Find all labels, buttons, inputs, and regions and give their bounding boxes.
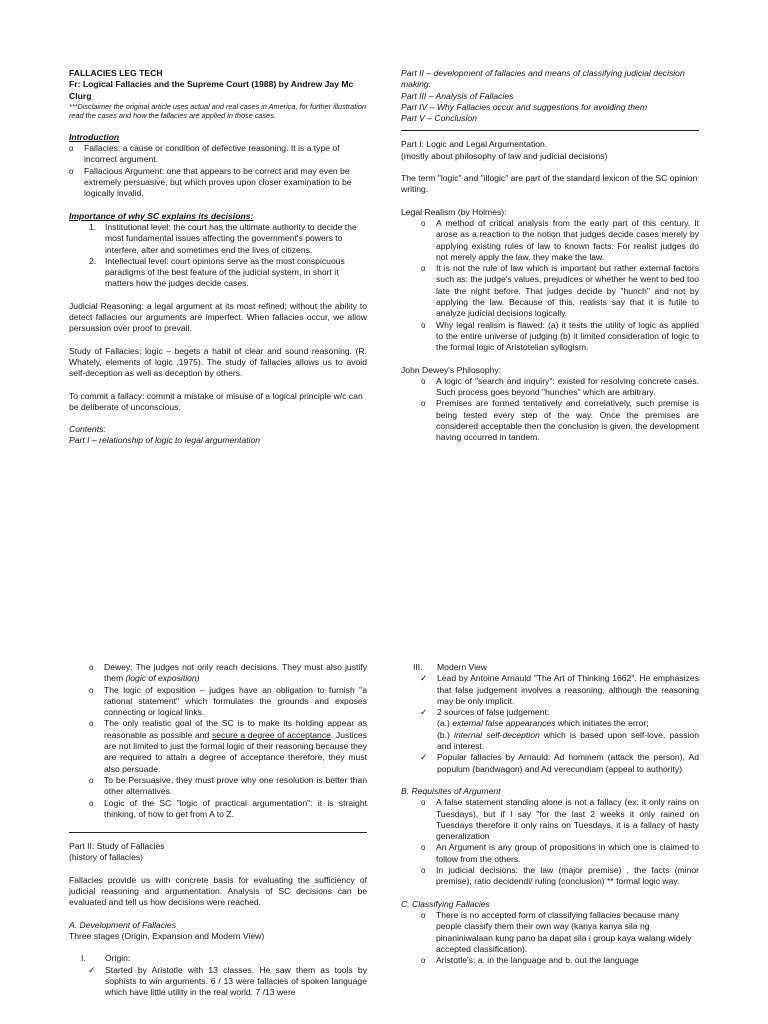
contents-item: Part II – development of fallacies and means of classifying judicial decision making. — [401, 68, 685, 90]
legal-realism-heading: Legal Realism (by Holmes): — [401, 206, 507, 217]
development-heading: A. Development of Fallacies — [69, 919, 176, 930]
intro-heading: Introduction — [69, 131, 120, 142]
importance-item — [69, 222, 367, 256]
importance-text: Institutional level: the court has the ultimate authority to decide the most fundamental issues affecting the government's powers to interfere, alter and sometimes end the lives of citizens. — [105, 221, 357, 255]
text-run: The logic of exposition – judges have an obligation to furnish "a rational statement" which formulates the grounds and exposes connecting or logical links. — [104, 684, 367, 718]
study-of-fallacies-paragraph: Study of Fallacies: logic – begets a habit of clear and sound reasoning. (R. Whately, elements of logic ,1975). The study of fallacies allows us to avoid self-deception as well as deception by others. — [69, 345, 367, 379]
column-top-right — [401, 68, 699, 444]
classifying-item: o There is no accepted form of classifying fallacies because many people classify them their own way (kanya kanya sila ng pinaniniwalaan kung pano ba dapat sila i group kaya walang widely accepted classification). — [401, 910, 699, 955]
requisites-item: o An Argument is any group of propositions in which one is claimed to follow from the others. — [401, 842, 699, 865]
legal-realism-item: o Why legal realism is flawed: (a) it tests the utility of logic as applied to the entire universe of judging (b) it limited consideration of logic to the formal logic of Aristotelian syllogism. — [401, 320, 699, 354]
requisites-item: o In judicial decisions: the law (major premise) , the facts (minor premise), ratio decidendi/ ruling (conclusion) ** formal logic way. — [401, 865, 699, 888]
dewey-item: o A logic of "search and inquiry": existed for resolving concrete cases. Such process goes beyond "hunches" which are arbitrary. — [401, 376, 699, 399]
dewey-cont-item — [69, 718, 367, 774]
text-run: The only realistic goal of the SC is to make its holding appear as reasonable as possible and — [104, 718, 367, 740]
text-run: Dewey: The judges not only reach decisions. They must also justify them — [104, 662, 367, 684]
false-judgement-source-a — [401, 718, 699, 729]
legal-realism-item: o A method of critical analysis from the early part of this century. It arose as a reaction to the notion that judges decide cases merely by applying existing rules of law to known facts. For realist judges do not merely apply the law, they make the law. — [401, 218, 699, 263]
judicial-reasoning-paragraph: Judicial Reasoning: a legal argument at its most refined; without the ability to detect fallacies our arguments are imperfect. When fallacies occur, we allow persuasion over proof to prevail. — [69, 300, 367, 334]
modern-item: ✓ 2 sources of false judgement: — [401, 707, 699, 718]
dewey-cont-item — [69, 775, 367, 798]
modern-view-label: Modern View — [437, 662, 487, 672]
false-judgement-source-b — [401, 730, 699, 753]
dewey-cont-item — [69, 798, 367, 821]
importance-text: Intellectual level: court opinions serve as the most conspicuous paradigms of the best feature of the judicial system, in short it matters how the judges decide cases. — [105, 255, 345, 289]
importance-item — [69, 256, 367, 290]
text-run-italic: (logic of exposition) — [125, 673, 200, 684]
text-run-italic: external false appearances — [452, 718, 556, 729]
text-run-underline: secure a degree of acceptance — [211, 729, 331, 740]
modern-item: ✓ Popular fallacies by Arnauld: Ad hominem (attack the person), Ad populum (bandwagon) and Ad verecundiam (appeal to authority) — [401, 752, 699, 775]
part1-heading: Part I: Logic and Legal Argumentation. — [401, 139, 548, 150]
dewey-heading: John Dewey's Philosophy: — [401, 364, 502, 375]
origin-label: Origin: — [105, 953, 131, 964]
document-title: FALLACIES LEG TECH — [69, 68, 163, 78]
text-run: (b.) — [437, 729, 454, 740]
requisites-heading: B. Requisites of Argument — [401, 785, 501, 796]
section-divider — [69, 832, 367, 833]
intro-item: o Fallacies: a cause or condition of defective reasoning. It is a type of incorrect argument. — [69, 143, 367, 166]
column-top-left — [69, 68, 367, 447]
requisites-item: o A false statement standing alone is not a fallacy (ex: it only rains on Tuesdays), but if I say "for the last 2 weeks it only rained on Tuesdays therefore it only rains on Tuesdays, it is a fallacy of hasty generalization — [401, 797, 699, 842]
contents-item: Part III – Analysis of Fallacies — [401, 90, 514, 101]
classifying-item: o Aristotle's: a. in the language and b. out the language — [401, 955, 699, 966]
text-run: which is based upon self-love, passion and interest. — [437, 729, 699, 752]
text-run: . Justices are not limited to just the formal logic of their reasoning because they are required to attain a degree of acceptance therefore, they must also persuade. — [104, 729, 367, 774]
legal-realism-item: o It is not the rule of law which is important but rather external factors such as: the judge's values, prejudices or whether he went to bed too late the night before. That judges decide by "hunch" and not by applying the law. Because of this, realists say that it is futile to analyze judicial decisions logically. — [401, 263, 699, 319]
document-page-bottom — [0, 640, 768, 1024]
disclaimer-text: ***Disclaimer the original article uses actual and real cases in America, for further illustration read the cases and how the fallacies are applied in those cases. — [69, 101, 367, 121]
fallacies-provide-paragraph: Fallacies provide us with concrete basis for evaluating the sufficiency of judicial reasoning and argumentation. Analysis of SC decisions can be evaluated and tell us how decisions were reached. — [69, 874, 367, 908]
section-divider — [401, 130, 699, 131]
text-run: To be Persuasive, they must prove why one resolution is better than other alternatives. — [104, 774, 367, 797]
importance-heading: Importance of why SC explains its decisions: — [69, 210, 254, 221]
contents-label: Contents: — [69, 424, 106, 435]
column-bottom-right — [401, 662, 699, 966]
contents-item: Part IV – Why Fallacies occur and suggestions for avoiding them — [401, 101, 647, 112]
dewey-item: o Premises are formed tentatively and correlatively, such premise is being tested every step of the way. Once the premises are considered acceptable then the conclusion is given, the development having occurred in tandem. — [401, 398, 699, 443]
modern-view-heading — [401, 662, 699, 673]
text-run: (a.) — [437, 718, 453, 729]
dewey-cont-item — [69, 662, 367, 685]
origin-heading — [69, 953, 367, 964]
part1-subheading: (mostly about philosophy of law and judicial decisions) — [401, 150, 608, 161]
contents-item: Part I – relationship of logic to legal argumentation — [69, 435, 261, 446]
commit-fallacy-paragraph: To commit a fallacy: commit a mistake or misuse of a logical principle w/c can be deliberate of unconscious. — [69, 390, 363, 412]
text-run-italic: internal self-deception — [453, 729, 540, 740]
development-subheading: Three stages (Origin, Expansion and Modern View) — [69, 930, 265, 941]
part2-subheading: (history of fallacies) — [69, 852, 144, 863]
roman-numeral: I. — [81, 953, 86, 964]
list-number: 2. — [89, 255, 97, 266]
origin-item: ✓ Started by Aristotle with 13 classes. He saw them as tools by sophists to win arguments. 6 / 13 were fallacies of spoken language which have little utility in the real world. 7 /13 were — [69, 965, 367, 999]
intro-item: o Fallacious Argument: one that appears to be correct and may even be extremely persuasive, but which proves upon closer examination to be logically invalid. — [69, 166, 367, 200]
document-source: Fr: Logical Fallacies and the Supreme Court (1988) by Andrew Jay Mc Clurg — [69, 79, 354, 101]
column-bottom-left — [69, 662, 367, 998]
text-run: which initiates the error; — [555, 718, 649, 729]
dewey-cont-item — [69, 685, 367, 719]
part2-heading: Part II: Study of Fallacies — [69, 841, 165, 852]
roman-numeral: III. — [413, 662, 423, 672]
modern-item: ✓ Lead by Antoine Arnauld "The Art of Thinking 1662". He emphasizes that false judgement involves a reasoning, although the reasoning may be only implicit. — [401, 673, 699, 707]
contents-item: Part V – Conclusion — [401, 113, 477, 124]
text-run: Logic of the SC "logic of practical argumentation": it is straight thinking, of how to get from A to Z. — [104, 797, 367, 819]
classifying-heading: C. Classifying Fallacies — [401, 898, 490, 909]
logic-term-paragraph: The term "logic" and "illogic" are part of the standard lexicon of the SC opinion writing. — [401, 173, 698, 195]
list-number: 1. — [89, 221, 97, 232]
